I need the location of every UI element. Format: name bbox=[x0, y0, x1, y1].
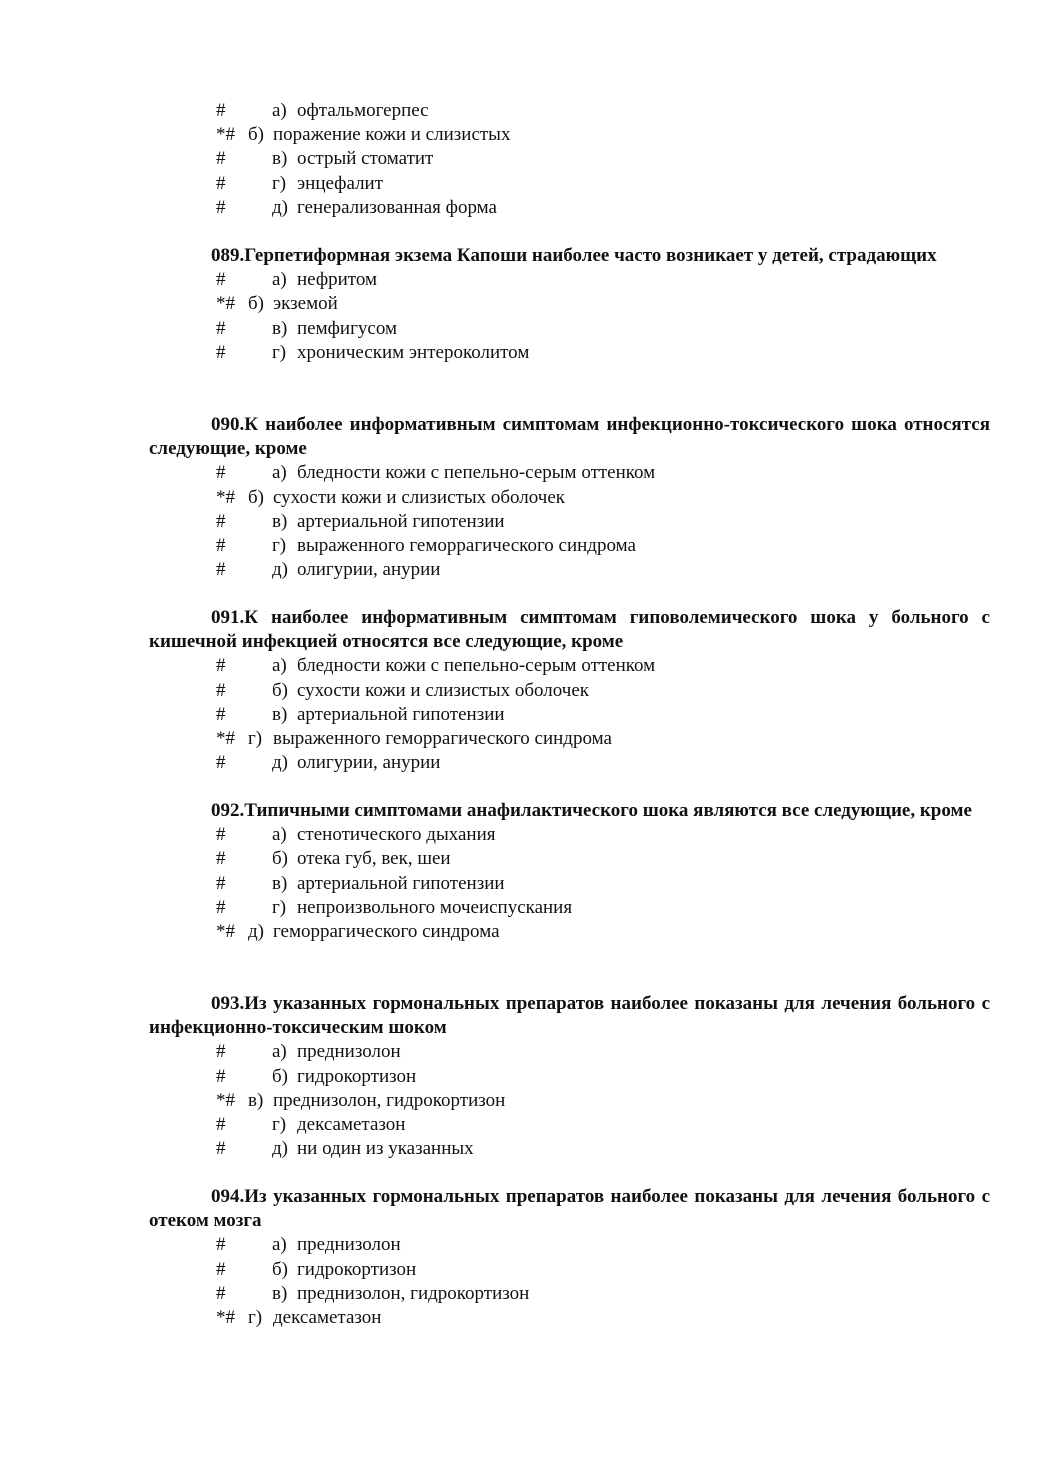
answer-mark: *# bbox=[216, 124, 235, 146]
answer-mark: # bbox=[216, 534, 226, 556]
answer-mark: # bbox=[216, 510, 226, 532]
answer-text: преднизолон, гидрокортизон bbox=[297, 1282, 530, 1304]
answer-mark: # bbox=[216, 1258, 226, 1280]
answer-letter: б) bbox=[272, 679, 288, 701]
answer-letter: б) bbox=[248, 486, 264, 508]
answer-mark: # bbox=[216, 148, 226, 170]
answer-letter: а) bbox=[272, 462, 287, 484]
answer-letter: а) bbox=[272, 824, 287, 846]
answer-text: артериальной гипотензии bbox=[297, 872, 505, 894]
answer-letter: д) bbox=[272, 559, 288, 581]
answer-letter: в) bbox=[248, 1089, 264, 1111]
answer-mark: *# bbox=[216, 920, 235, 942]
answer-letter: г) bbox=[272, 1113, 287, 1135]
answer-option-correct bbox=[0, 486, 1039, 510]
answer-letter: а) bbox=[272, 655, 287, 677]
question-text: Из указанных гормональных препаратов наиболее показаны для лечения больного с инфекционно-токсическим шоком bbox=[149, 993, 990, 1039]
answer-option bbox=[0, 172, 1039, 196]
answer-mark: # bbox=[216, 872, 226, 894]
answer-option bbox=[0, 823, 1039, 847]
question-number: 089. bbox=[211, 245, 245, 266]
question-text: Герпетиформная экзема Капоши наиболее часто возникает у детей, страдающих bbox=[244, 245, 937, 266]
question-text: Типичными симптомами анафилактического шока являются все следующие, кроме bbox=[244, 800, 972, 821]
answer-option bbox=[0, 1282, 1039, 1306]
answer-mark: *# bbox=[216, 1306, 235, 1328]
answer-mark: # bbox=[216, 824, 226, 846]
answer-letter: в) bbox=[272, 872, 288, 894]
answer-option-correct bbox=[0, 1306, 1039, 1330]
answer-mark: *# bbox=[216, 486, 235, 508]
question-text: К наиболее информативным симптомам гиповолемического шока у больного с кишечной инфекцией относятся все следующие, кроме bbox=[149, 607, 990, 653]
question-block bbox=[0, 244, 1039, 365]
answer-letter: в) bbox=[272, 703, 288, 725]
question-stem bbox=[149, 992, 990, 1040]
question-stem bbox=[149, 413, 990, 461]
answer-letter: в) bbox=[272, 317, 288, 339]
answer-letter: в) bbox=[272, 510, 288, 532]
answer-option bbox=[0, 147, 1039, 171]
question-number: 090. bbox=[211, 414, 245, 435]
answer-letter: г) bbox=[272, 341, 287, 363]
question-block bbox=[0, 606, 1039, 775]
answer-option bbox=[0, 1233, 1039, 1257]
answer-mark: *# bbox=[216, 727, 235, 749]
answer-option bbox=[0, 1137, 1039, 1161]
answer-mark: # bbox=[216, 462, 226, 484]
answer-text: бледности кожи с пепельно-серым оттенком bbox=[297, 462, 656, 484]
answer-mark: # bbox=[216, 1234, 226, 1256]
answer-mark: # bbox=[216, 269, 226, 291]
question-text: Из указанных гормональных препаратов наиболее показаны для лечения больного с отеком мозга bbox=[149, 1186, 990, 1232]
answer-option bbox=[0, 872, 1039, 896]
answer-letter: д) bbox=[272, 1138, 288, 1160]
answer-mark: # bbox=[216, 1138, 226, 1160]
answer-mark: # bbox=[216, 752, 226, 774]
answer-option bbox=[0, 1113, 1039, 1137]
answer-option-correct bbox=[0, 920, 1039, 944]
question-block bbox=[0, 992, 1039, 1161]
answer-text: стенотического дыхания bbox=[297, 824, 496, 846]
answer-option bbox=[0, 654, 1039, 678]
answer-mark: # bbox=[216, 1041, 226, 1063]
answer-mark: *# bbox=[216, 293, 235, 315]
answer-mark: # bbox=[216, 703, 226, 725]
answer-letter: а) bbox=[272, 100, 287, 121]
answer-mark: # bbox=[216, 341, 226, 363]
answer-option-correct bbox=[0, 727, 1039, 751]
answer-mark: # bbox=[216, 1065, 226, 1087]
answer-option bbox=[0, 99, 1039, 123]
answer-text: экземой bbox=[273, 293, 338, 315]
answer-text: хроническим энтероколитом bbox=[297, 341, 530, 363]
answer-mark: # bbox=[216, 679, 226, 701]
answer-letter: б) bbox=[248, 293, 264, 315]
answer-text: преднизолон, гидрокортизон bbox=[273, 1089, 506, 1111]
answer-text: артериальной гипотензии bbox=[297, 510, 505, 532]
answer-option bbox=[0, 317, 1039, 341]
answer-option bbox=[0, 510, 1039, 534]
answer-letter: в) bbox=[272, 1282, 288, 1304]
answer-text: непроизвольного мочеиспускания bbox=[297, 896, 573, 918]
answer-text: энцефалит bbox=[297, 172, 384, 194]
answer-text: преднизолон bbox=[297, 1234, 401, 1256]
answer-text: дексаметазон bbox=[297, 1113, 406, 1135]
answer-option bbox=[0, 703, 1039, 727]
answer-mark: *# bbox=[216, 1089, 235, 1111]
question-text: К наиболее информативным симптомам инфекционно-токсического шока относятся следующие, кроме bbox=[149, 414, 990, 460]
answer-mark: # bbox=[216, 896, 226, 918]
answer-text: ни один из указанных bbox=[297, 1138, 474, 1160]
answer-option bbox=[0, 461, 1039, 485]
answer-text: сухости кожи и слизистых оболочек bbox=[297, 679, 589, 701]
answer-text: артериальной гипотензии bbox=[297, 703, 505, 725]
answer-option bbox=[0, 847, 1039, 871]
answer-text: отека губ, век, шеи bbox=[297, 848, 451, 870]
answer-mark: # bbox=[216, 100, 226, 121]
answer-text: сухости кожи и слизистых оболочек bbox=[273, 486, 565, 508]
answer-mark: # bbox=[216, 559, 226, 581]
answer-letter: г) bbox=[272, 172, 287, 194]
answer-text: бледности кожи с пепельно-серым оттенком bbox=[297, 655, 656, 677]
answer-option bbox=[0, 1065, 1039, 1089]
answer-letter: б) bbox=[272, 1258, 288, 1280]
answer-text: генерализованная форма bbox=[297, 196, 497, 218]
answer-option bbox=[0, 1258, 1039, 1282]
answer-mark: # bbox=[216, 317, 226, 339]
answer-letter: г) bbox=[272, 896, 287, 918]
answer-option-correct bbox=[0, 123, 1039, 147]
answer-option bbox=[0, 751, 1039, 775]
answer-letter: б) bbox=[272, 848, 288, 870]
answer-mark: # bbox=[216, 848, 226, 870]
answer-mark: # bbox=[216, 1113, 226, 1135]
answer-mark: # bbox=[216, 1282, 226, 1304]
question-number: 093. bbox=[211, 993, 245, 1014]
answer-text: острый стоматит bbox=[297, 148, 434, 170]
answer-text: выраженного геморрагического синдрома bbox=[273, 727, 612, 749]
answer-option bbox=[0, 896, 1039, 920]
answer-letter: б) bbox=[248, 124, 264, 146]
answer-option bbox=[0, 1040, 1039, 1064]
question-block bbox=[0, 1185, 1039, 1330]
question-stem bbox=[149, 799, 990, 823]
answer-letter: г) bbox=[248, 727, 263, 749]
answer-option-correct bbox=[0, 292, 1039, 316]
answer-letter: г) bbox=[248, 1306, 263, 1328]
answer-mark: # bbox=[216, 172, 226, 194]
answer-letter: г) bbox=[272, 534, 287, 556]
answer-text: олигурии, анурии bbox=[297, 559, 441, 581]
question-stem bbox=[149, 1185, 990, 1233]
answer-letter: д) bbox=[272, 196, 288, 218]
question-number: 092. bbox=[211, 800, 245, 821]
question-stem bbox=[149, 244, 990, 268]
question-block bbox=[0, 413, 1039, 582]
answer-mark: # bbox=[216, 655, 226, 677]
answer-text: геморрагического синдрома bbox=[273, 920, 500, 942]
answer-letter: в) bbox=[272, 148, 288, 170]
answer-option bbox=[0, 268, 1039, 292]
answer-letter: а) bbox=[272, 1234, 287, 1256]
answer-text: гидрокортизон bbox=[297, 1258, 417, 1280]
question-stem bbox=[149, 606, 990, 654]
answer-option-correct bbox=[0, 1089, 1039, 1113]
answer-text: преднизолон bbox=[297, 1041, 401, 1063]
answer-option bbox=[0, 534, 1039, 558]
question-number: 094. bbox=[211, 1186, 245, 1207]
lead-answer-list bbox=[0, 99, 1039, 220]
answer-text: олигурии, анурии bbox=[297, 752, 441, 774]
answer-text: пемфигусом bbox=[297, 317, 397, 339]
answer-letter: б) bbox=[272, 1065, 288, 1087]
question-number: 091. bbox=[211, 607, 245, 628]
answer-option bbox=[0, 558, 1039, 582]
answer-text: гидрокортизон bbox=[297, 1065, 417, 1087]
answer-letter: а) bbox=[272, 1041, 287, 1063]
answer-option bbox=[0, 679, 1039, 703]
answer-text: выраженного геморрагического синдрома bbox=[297, 534, 636, 556]
answer-letter: д) bbox=[272, 752, 288, 774]
answer-text: поражение кожи и слизистых bbox=[273, 124, 511, 146]
answer-option bbox=[0, 341, 1039, 365]
answer-mark: # bbox=[216, 196, 226, 218]
question-block bbox=[0, 799, 1039, 944]
answer-letter: д) bbox=[248, 920, 264, 942]
answer-text: нефритом bbox=[297, 269, 378, 291]
answer-text: дексаметазон bbox=[273, 1306, 382, 1328]
answer-text: офтальмогерпес bbox=[297, 100, 429, 121]
answer-option bbox=[0, 196, 1039, 220]
answer-letter: а) bbox=[272, 269, 287, 291]
